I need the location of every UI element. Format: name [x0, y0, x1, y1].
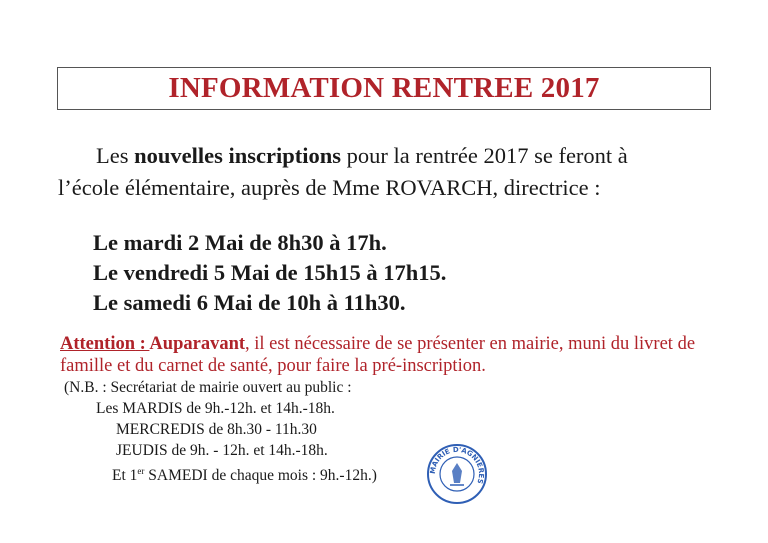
nb-line-3: MERCREDIS de 8h.30 - 11h.30: [116, 421, 317, 438]
stamp-text: MAIRIE D'AGNIERES: [428, 445, 486, 485]
nb-line-5-sup: er: [137, 466, 145, 476]
title-box: [57, 67, 711, 110]
intro-line-2: l’école élémentaire, auprès de Mme ROVARCH, directrice :: [58, 175, 601, 200]
attention-label: Attention: [60, 334, 136, 354]
intro-line-1: [58, 140, 698, 172]
nb-line-5: [64, 461, 377, 486]
attention-text: , il est nécessaire de se présenter en mairie, muni du livret de famille et du carnet de santé, pour faire la pré-inscription.: [60, 334, 696, 376]
nb-line-5-end: SAMEDI de chaque mois : 9h.-12h.): [144, 467, 377, 485]
date-item: Le vendredi 5 Mai de 15h15 à 17h15.: [93, 260, 447, 285]
nb-line-1: (N.B. : Secrétariat de mairie ouvert au public :: [64, 379, 352, 396]
intro-text-bold: nouvelles inscriptions: [134, 143, 342, 168]
mairie-stamp-icon: [426, 443, 488, 505]
intro-text-end: pour la rentrée 2017 se feront à: [341, 143, 628, 168]
date-item: Le mardi 2 Mai de 8h30 à 17h.: [93, 230, 387, 255]
attention-strong: Auparavant: [149, 334, 246, 354]
nb-line-2: Les MARDIS de 9h.-12h. et 14h.-18h.: [96, 400, 335, 417]
date-item: Le samedi 6 Mai de 10h à 11h30.: [93, 290, 406, 315]
attention-paragraph: [60, 333, 710, 377]
intro-paragraph: [58, 140, 698, 204]
nb-line-5-start: Et 1: [112, 467, 138, 485]
dates-list: [93, 228, 446, 318]
nb-hours: [64, 377, 377, 486]
intro-text-start: Les: [96, 143, 135, 168]
page-title: INFORMATION RENTREE 2017: [168, 72, 600, 104]
nb-line-4: JEUDIS de 9h. - 12h. et 14h.-18h.: [116, 442, 328, 459]
attention-colon: :: [135, 334, 150, 354]
